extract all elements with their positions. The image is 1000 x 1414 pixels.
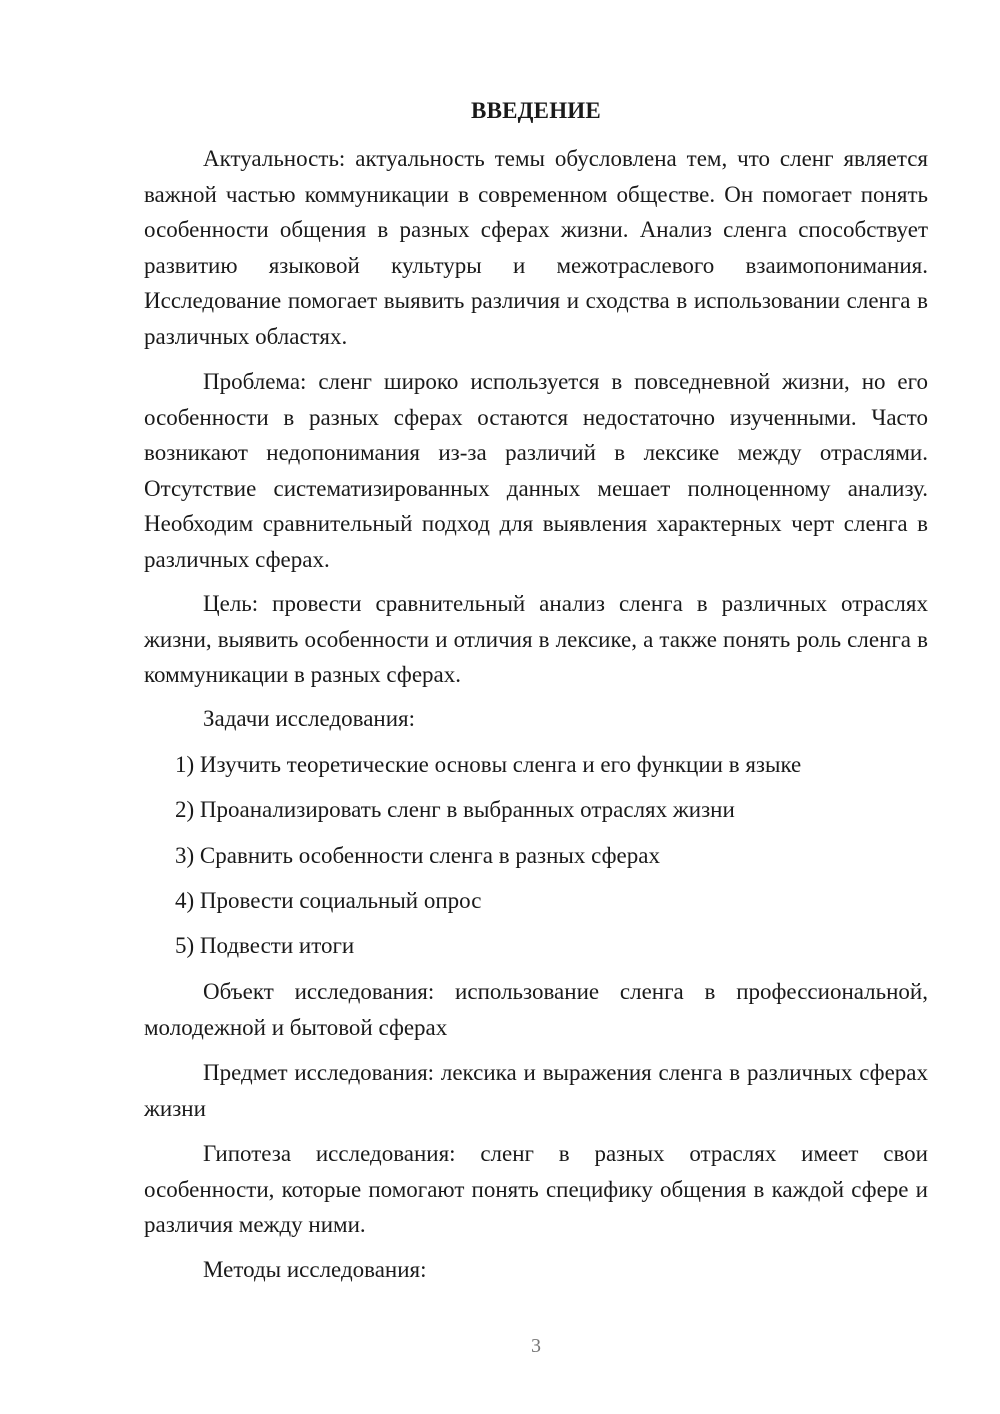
task-item-1: 1) Изучить теоретические основы сленга и его функции в языке xyxy=(175,752,802,777)
paragraph-subject: Предмет исследования: лексика и выражения сленга в различных сферах жизни xyxy=(144,1060,928,1121)
paragraph-goal: Цель: провести сравнительный анализ сленга в различных отраслях жизни, выявить особенности и отличия в лексике, а также понять роль сленга в коммуникации в разных сферах. xyxy=(144,591,928,687)
task-item-2: 2) Проанализировать сленг в выбранных отраслях жизни xyxy=(175,797,735,822)
paragraph-tasks-title: Задачи исследования: xyxy=(203,706,416,731)
paragraph-problem: Проблема: сленг широко используется в повседневной жизни, но его особенности в разных сферах остаются недостаточно изученными. Часто возникают недопонимания из-за различий в лексике между отраслями. Отсутствие систематизированных данных мешает полноценному анализу. Необходим сравнительный подход для выявления характерных черт сленга в различных сферах. xyxy=(144,369,928,572)
document-page xyxy=(144,0,928,1414)
paragraph-methods-title: Методы исследования: xyxy=(203,1257,427,1282)
task-item-4: 4) Провести социальный опрос xyxy=(175,888,482,913)
page-number: 3 xyxy=(531,1335,541,1357)
paragraph-object: Объект исследования: использование сленга в профессиональной, молодежной и бытовой сферах xyxy=(144,979,928,1040)
paragraph-hypothesis: Гипотеза исследования: сленг в разных отраслях имеет свои особенности, которые помогают понять специфику общения в каждой сфере и различия между ними. xyxy=(144,1141,928,1237)
task-item-5: 5) Подвести итоги xyxy=(175,933,355,958)
paragraph-relevance: Актуальность: актуальность темы обусловлена тем, что сленг является важной частью коммуникации в современном обществе. Он помогает понять особенности общения в разных сферах жизни. Анализ сленга способствует развитию языковой культуры и межотраслевого взаимопонимания. Исследование помогает выявить различия и сходства в использовании сленга в различных областях. xyxy=(144,146,928,349)
task-item-3: 3) Сравнить особенности сленга в разных сферах xyxy=(175,843,660,868)
section-heading: ВВЕДЕНИЕ xyxy=(471,98,601,123)
